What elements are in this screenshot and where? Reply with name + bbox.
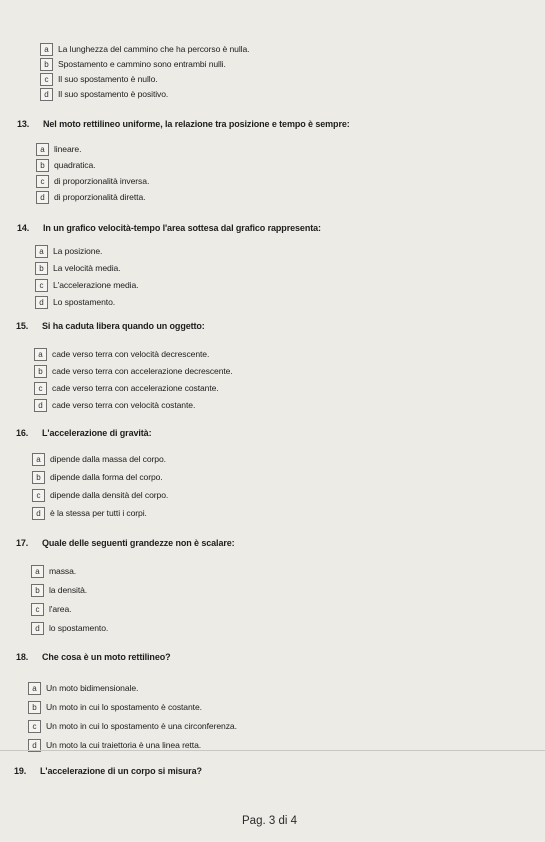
- option-letter-box[interactable]: d: [28, 739, 41, 752]
- question-13: [17, 119, 350, 129]
- question-number: 13.: [17, 119, 30, 129]
- question-number: 17.: [16, 538, 29, 548]
- answer-option-13-b[interactable]: [36, 158, 95, 172]
- option-letter-box[interactable]: d: [35, 296, 48, 309]
- answer-option-18-b[interactable]: [28, 700, 202, 714]
- option-letter-box[interactable]: c: [32, 489, 45, 502]
- option-text: La posizione.: [53, 246, 103, 256]
- option-text: cade verso terra con velocità costante.: [52, 400, 196, 410]
- answer-option-18-c[interactable]: [28, 719, 237, 733]
- page-number: Pag. 3 di 4: [242, 815, 297, 827]
- answer-option-14-d[interactable]: [35, 295, 115, 309]
- answer-option-prev-a[interactable]: [40, 42, 249, 56]
- answer-option-16-d[interactable]: [32, 506, 147, 520]
- question-text: In un grafico velocità-tempo l'area sottesa dal grafico rappresenta:: [43, 223, 321, 233]
- option-text: quadratica.: [54, 160, 96, 170]
- option-letter-box[interactable]: b: [35, 262, 48, 275]
- answer-option-13-d[interactable]: [36, 190, 145, 204]
- option-letter-box[interactable]: b: [36, 159, 49, 172]
- option-letter-box[interactable]: a: [35, 245, 48, 258]
- option-text: lo spostamento.: [49, 623, 109, 633]
- question-text: Si ha caduta libera quando un oggetto:: [42, 321, 205, 331]
- option-text: La velocità media.: [53, 263, 121, 273]
- answer-option-16-b[interactable]: [32, 470, 163, 484]
- option-letter-box[interactable]: c: [34, 382, 47, 395]
- answer-option-15-d[interactable]: [34, 398, 195, 412]
- question-14: [17, 223, 321, 233]
- answer-option-17-c[interactable]: [31, 602, 71, 616]
- option-letter-box[interactable]: d: [34, 399, 47, 412]
- answer-option-14-c[interactable]: [35, 278, 138, 292]
- option-text: Spostamento e cammino sono entrambi nulli.: [58, 59, 226, 69]
- answer-option-prev-d[interactable]: [40, 87, 168, 101]
- answer-option-17-d[interactable]: [31, 621, 108, 635]
- option-text: di proporzionalità inversa.: [54, 176, 150, 186]
- answer-option-14-b[interactable]: [35, 261, 120, 275]
- option-text: Un moto in cui lo spostamento è costante.: [46, 702, 202, 712]
- answer-option-16-a[interactable]: [32, 452, 166, 466]
- question-text: L'accelerazione di gravità:: [42, 428, 152, 438]
- option-text: Il suo spostamento è nullo.: [58, 74, 158, 84]
- question-number: 16.: [16, 428, 29, 438]
- question-text: Che cosa è un moto rettilineo?: [42, 652, 171, 662]
- question-number: 18.: [16, 652, 29, 662]
- option-letter-box[interactable]: b: [34, 365, 47, 378]
- option-text: L'accelerazione media.: [53, 280, 139, 290]
- question-17: [16, 538, 235, 548]
- option-text: dipende dalla densità del corpo.: [50, 490, 169, 500]
- question-number: 19.: [14, 766, 27, 776]
- option-letter-box[interactable]: b: [28, 701, 41, 714]
- answer-option-17-a[interactable]: [31, 564, 76, 578]
- question-16: [16, 428, 151, 438]
- question-18: [16, 652, 171, 662]
- question-19: [14, 766, 202, 776]
- option-text: cade verso terra con accelerazione costante.: [52, 383, 219, 393]
- option-letter-box[interactable]: d: [32, 507, 45, 520]
- answer-option-prev-b[interactable]: [40, 57, 226, 71]
- question-number: 14.: [17, 223, 30, 233]
- option-text: cade verso terra con velocità decrescente.: [52, 349, 210, 359]
- option-text: Un moto bidimensionale.: [46, 683, 139, 693]
- option-text: è la stessa per tutti i corpi.: [50, 508, 147, 518]
- answer-option-15-a[interactable]: [34, 347, 209, 361]
- option-letter-box[interactable]: d: [31, 622, 44, 635]
- option-text: dipende dalla forma del corpo.: [50, 472, 163, 482]
- option-text: dipende dalla massa del corpo.: [50, 454, 166, 464]
- option-letter-box[interactable]: a: [40, 43, 53, 56]
- answer-option-prev-c[interactable]: [40, 72, 158, 86]
- question-text: Nel moto rettilineo uniforme, la relazione tra posizione e tempo è sempre:: [43, 119, 350, 129]
- answer-option-13-c[interactable]: [36, 174, 149, 188]
- question-text: Quale delle seguenti grandezze non è scalare:: [42, 538, 235, 548]
- answer-option-17-b[interactable]: [31, 583, 87, 597]
- option-letter-box[interactable]: c: [28, 720, 41, 733]
- option-letter-box[interactable]: d: [40, 88, 53, 101]
- option-text: la densità.: [49, 585, 88, 595]
- option-letter-box[interactable]: b: [32, 471, 45, 484]
- option-letter-box[interactable]: c: [40, 73, 53, 86]
- option-text: Un moto la cui traiettoria è una linea retta.: [46, 740, 202, 750]
- option-text: Il suo spostamento è positivo.: [58, 89, 169, 99]
- option-letter-box[interactable]: a: [34, 348, 47, 361]
- option-letter-box[interactable]: c: [31, 603, 44, 616]
- option-letter-box[interactable]: b: [40, 58, 53, 71]
- answer-option-16-c[interactable]: [32, 488, 168, 502]
- option-text: Lo spostamento.: [53, 297, 116, 307]
- option-letter-box[interactable]: a: [31, 565, 44, 578]
- option-text: Un moto in cui lo spostamento è una circonferenza.: [46, 721, 237, 731]
- option-text: di proporzionalità diretta.: [54, 192, 146, 202]
- answer-option-13-a[interactable]: [36, 142, 81, 156]
- option-letter-box[interactable]: a: [28, 682, 41, 695]
- option-text: cade verso terra con accelerazione decrescente.: [52, 366, 233, 376]
- option-text: massa.: [49, 566, 77, 576]
- option-letter-box[interactable]: c: [35, 279, 48, 292]
- answer-option-15-b[interactable]: [34, 364, 233, 378]
- answer-option-15-c[interactable]: [34, 381, 219, 395]
- option-letter-box[interactable]: c: [36, 175, 49, 188]
- question-number: 15.: [16, 321, 29, 331]
- question-15: [16, 321, 205, 331]
- option-text: l'area.: [49, 604, 72, 614]
- answer-option-18-a[interactable]: [28, 681, 138, 695]
- option-letter-box[interactable]: d: [36, 191, 49, 204]
- option-text: lineare.: [54, 144, 82, 154]
- answer-option-14-a[interactable]: [35, 244, 102, 258]
- option-letter-box[interactable]: a: [32, 453, 45, 466]
- option-letter-box[interactable]: b: [31, 584, 44, 597]
- paper-fold-line: [0, 750, 545, 751]
- option-letter-box[interactable]: a: [36, 143, 49, 156]
- question-text: L'accelerazione di un corpo si misura?: [40, 766, 202, 776]
- option-text: La lunghezza del cammino che ha percorso è nulla.: [58, 44, 250, 54]
